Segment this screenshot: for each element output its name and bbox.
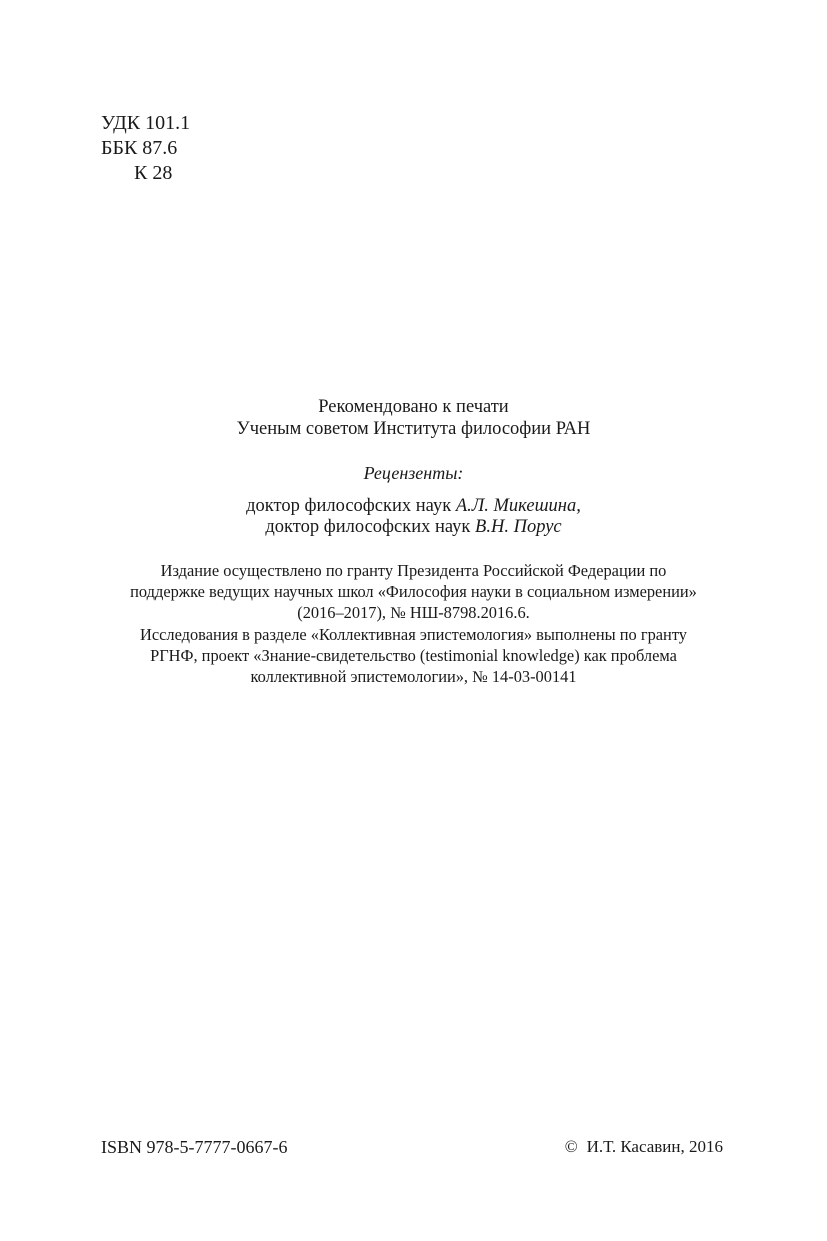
copyright-holder: И.Т. Касавин, 2016 <box>586 1137 723 1156</box>
recommendation-line-2: Ученым советом Института философии РАН <box>236 419 591 439</box>
grant-line: коллективной эпистемологии», № 14-03-00141 <box>250 667 577 687</box>
bbk-code: ББК 87.6 <box>101 137 178 159</box>
grant-line: поддержке ведущих научных школ «Философия науки в социальном измерении» <box>130 582 697 602</box>
udk-code: УДК 101.1 <box>101 112 191 134</box>
reviewer-name: В.Н. Порус <box>475 517 562 537</box>
recommendation-block <box>0 396 827 440</box>
isbn: ISBN 978-5-7777-0667-6 <box>101 1137 288 1157</box>
classification-codes <box>101 111 190 186</box>
grant-line: (2016–2017), № НШ-8798.2016.6. <box>297 603 530 623</box>
reviewer-item <box>0 517 827 538</box>
copyright-icon: © <box>564 1137 578 1156</box>
recommendation-line-1: Рекомендовано к печати <box>318 397 509 417</box>
reviewer-name: А.Л. Микешина, <box>455 496 581 516</box>
grant-line: Исследования в разделе «Коллективная эпистемология» выполнены по гранту <box>140 624 687 644</box>
author-mark: К 28 <box>134 162 173 184</box>
grant-info <box>95 560 732 687</box>
grant-line: РГНФ, проект «Знание-свидетельство (testimonial knowledge) как проблема <box>150 645 677 665</box>
copyright <box>565 1136 723 1158</box>
reviewer-degree: доктор философских наук <box>246 496 452 516</box>
reviewers-list <box>0 496 827 538</box>
reviewers-heading: Рецензенты: <box>363 463 464 483</box>
grant-line: Издание осуществлено по гранту Президента Российской Федерации по <box>160 561 667 580</box>
reviewer-degree: доктор философских наук <box>265 517 471 537</box>
reviewer-item <box>0 496 827 517</box>
